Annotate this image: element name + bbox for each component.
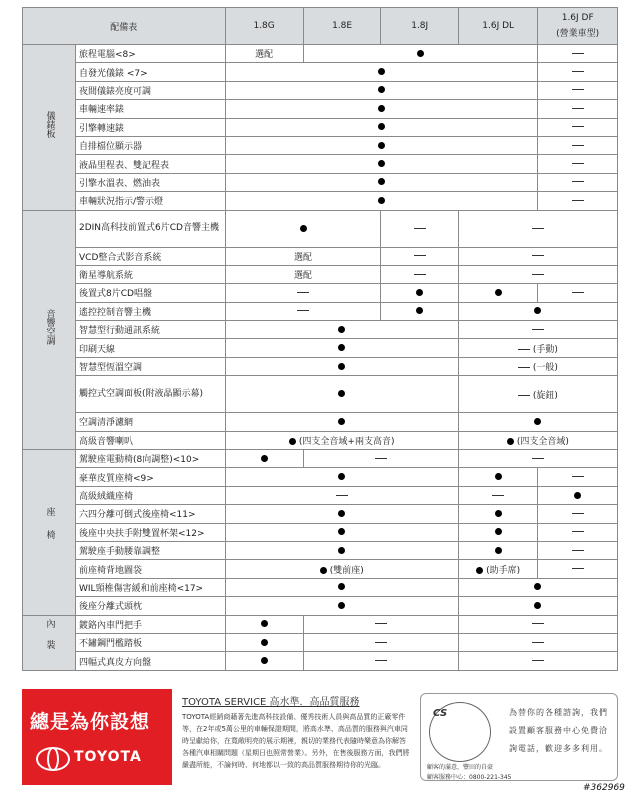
not-available-dash-icon bbox=[572, 53, 584, 54]
not-available-dash-icon bbox=[572, 292, 584, 293]
not-available-dash-icon bbox=[297, 292, 309, 293]
standard-dot-icon bbox=[574, 492, 581, 499]
value-cell bbox=[225, 505, 458, 523]
value-cell bbox=[458, 578, 617, 596]
not-available-dash-icon bbox=[375, 660, 387, 661]
value-cell bbox=[225, 431, 458, 449]
standard-dot-icon bbox=[378, 197, 385, 204]
standard-dot-icon bbox=[338, 363, 345, 370]
table-row bbox=[23, 45, 618, 63]
feature-label: 不鏽鋼門檻踏板 bbox=[76, 633, 226, 651]
value-cell bbox=[538, 100, 618, 118]
feature-label: 空調清淨濾網 bbox=[76, 413, 226, 431]
value-cell bbox=[225, 652, 303, 670]
model-1-8j: 1.8J bbox=[381, 8, 458, 45]
standard-dot-icon bbox=[261, 620, 268, 627]
value-cell bbox=[225, 468, 458, 486]
value-cell bbox=[458, 486, 537, 504]
value-cell bbox=[225, 633, 303, 651]
category-audio-ac: 音響空調 bbox=[23, 210, 76, 450]
value-cell bbox=[225, 357, 458, 375]
value-cell bbox=[538, 45, 618, 63]
value-cell bbox=[225, 560, 458, 578]
feature-label: 夜間儀錶亮度可調 bbox=[76, 81, 226, 99]
not-available-dash-icon bbox=[532, 642, 544, 643]
table-row bbox=[23, 155, 618, 173]
value-cell bbox=[458, 247, 617, 265]
value-cell bbox=[538, 284, 618, 302]
customer-service-box bbox=[420, 693, 618, 781]
feature-label: 智慧型恆溫空調 bbox=[76, 357, 226, 375]
standard-dot-icon bbox=[378, 86, 385, 93]
standard-dot-icon bbox=[495, 289, 502, 296]
service-title: TOYOTA SERVICE 高水準．高品質服務 bbox=[182, 697, 360, 708]
value-cell: 選配 bbox=[225, 45, 303, 63]
feature-label: 引擎水溫表、燃油表 bbox=[76, 173, 226, 191]
model-1-8e: 1.8E bbox=[303, 8, 381, 45]
standard-dot-icon bbox=[320, 567, 327, 574]
value-cell: 選配 bbox=[225, 247, 381, 265]
value-cell bbox=[458, 450, 617, 468]
value-cell bbox=[538, 541, 618, 559]
speaker-note-16: (四支全音域) bbox=[516, 436, 569, 447]
standard-dot-icon bbox=[534, 307, 541, 314]
speaker-note-18: (四支全音域+兩支高音) bbox=[298, 436, 395, 447]
not-available-dash-icon bbox=[572, 550, 584, 551]
value-cell bbox=[225, 81, 538, 99]
table-row bbox=[23, 173, 618, 191]
not-available-dash-icon bbox=[572, 513, 584, 514]
document-code: #362969 bbox=[583, 783, 625, 793]
table-row bbox=[23, 100, 618, 118]
value-cell bbox=[225, 597, 458, 615]
value-cell bbox=[458, 321, 617, 339]
value-cell bbox=[538, 155, 618, 173]
value-cell bbox=[538, 136, 618, 154]
standard-dot-icon bbox=[261, 639, 268, 646]
toyota-emblem-icon bbox=[36, 747, 70, 771]
slogan: 總是為你設想 bbox=[30, 711, 151, 733]
table-row bbox=[23, 468, 618, 486]
value-cell bbox=[225, 210, 381, 247]
feature-label: 2DIN高科技前置式6片CD音響主機 bbox=[76, 210, 226, 247]
value-cell bbox=[225, 173, 538, 191]
value-cell bbox=[458, 505, 537, 523]
service-section bbox=[182, 693, 412, 771]
toyota-logo-box bbox=[22, 689, 172, 785]
standard-dot-icon bbox=[378, 123, 385, 130]
not-available-dash-icon bbox=[414, 274, 426, 275]
not-available-dash-icon bbox=[532, 660, 544, 661]
value-cell bbox=[458, 615, 617, 633]
standard-dot-icon bbox=[261, 455, 268, 462]
not-available-dash-icon bbox=[572, 476, 584, 477]
cs-caption: 顧客的滿意，豐田的自豪 bbox=[427, 764, 494, 771]
not-available-dash-icon bbox=[572, 89, 584, 90]
value-cell bbox=[381, 284, 458, 302]
not-available-dash-icon bbox=[532, 274, 544, 275]
value-cell bbox=[225, 302, 381, 320]
value-cell bbox=[225, 136, 538, 154]
not-available-dash-icon bbox=[532, 228, 544, 229]
value-cell bbox=[225, 155, 538, 173]
map-pocket-note-18: (雙前座) bbox=[329, 565, 364, 576]
standard-dot-icon bbox=[378, 142, 385, 149]
not-available-dash-icon bbox=[572, 71, 584, 72]
value-cell bbox=[225, 450, 303, 468]
table-row bbox=[23, 136, 618, 154]
value-cell bbox=[458, 560, 537, 578]
category-instruments: 儀錶板 bbox=[23, 45, 76, 211]
footer bbox=[22, 689, 618, 785]
table-row bbox=[23, 81, 618, 99]
not-available-dash-icon bbox=[572, 145, 584, 146]
value-cell bbox=[538, 468, 618, 486]
value-cell bbox=[381, 265, 458, 283]
standard-dot-icon bbox=[495, 473, 502, 480]
value-cell bbox=[225, 284, 381, 302]
category-seats: 座椅 bbox=[23, 450, 76, 616]
standard-dot-icon bbox=[378, 178, 385, 185]
ac-general-note: (一般) bbox=[532, 363, 558, 374]
standard-dot-icon bbox=[289, 438, 296, 445]
not-available-dash-icon bbox=[532, 255, 544, 256]
value-cell bbox=[458, 265, 617, 283]
model-1-6j-dl: 1.6J DL bbox=[458, 8, 537, 45]
feature-label: 後座中央扶手附雙置杯架<12> bbox=[76, 523, 226, 541]
value-cell bbox=[538, 486, 618, 504]
standard-dot-icon bbox=[338, 390, 345, 397]
value-cell bbox=[538, 63, 618, 81]
table-row bbox=[23, 560, 618, 578]
value-cell bbox=[458, 357, 617, 375]
standard-dot-icon bbox=[534, 583, 541, 590]
table-row bbox=[23, 431, 618, 449]
value-cell bbox=[538, 505, 618, 523]
standard-dot-icon bbox=[378, 105, 385, 112]
value-cell bbox=[538, 523, 618, 541]
feature-label: 自發光儀錶 <7> bbox=[76, 63, 226, 81]
not-available-dash-icon bbox=[414, 228, 426, 229]
feature-label: 前座椅背地圖袋 bbox=[76, 560, 226, 578]
value-cell bbox=[225, 63, 538, 81]
not-available-dash-icon bbox=[572, 568, 584, 569]
table-row bbox=[23, 321, 618, 339]
feature-label: 車輛狀況指示/警示燈 bbox=[76, 192, 226, 210]
table-row bbox=[23, 633, 618, 651]
table-row bbox=[23, 247, 618, 265]
not-available-dash-icon bbox=[572, 126, 584, 127]
feature-label: 駕駛座手動腰靠調整 bbox=[76, 541, 226, 559]
value-cell bbox=[458, 597, 617, 615]
value-cell bbox=[538, 192, 618, 210]
not-available-dash-icon bbox=[375, 458, 387, 459]
table-row bbox=[23, 339, 618, 357]
table-row bbox=[23, 615, 618, 633]
standard-dot-icon bbox=[378, 160, 385, 167]
value-cell bbox=[381, 302, 458, 320]
table-row bbox=[23, 523, 618, 541]
value-cell bbox=[225, 376, 458, 413]
not-available-dash-icon bbox=[532, 329, 544, 330]
standard-dot-icon bbox=[338, 344, 345, 351]
value-cell bbox=[538, 560, 618, 578]
table-row bbox=[23, 486, 618, 504]
table-row bbox=[23, 505, 618, 523]
table-row bbox=[23, 578, 618, 596]
standard-dot-icon bbox=[261, 657, 268, 664]
standard-dot-icon bbox=[495, 547, 502, 554]
value-cell bbox=[538, 173, 618, 191]
not-available-dash-icon bbox=[297, 310, 309, 311]
not-available-dash-icon bbox=[572, 181, 584, 182]
not-available-dash-icon bbox=[572, 531, 584, 532]
value-cell bbox=[303, 450, 458, 468]
not-available-dash-icon bbox=[518, 395, 530, 396]
feature-label: 液晶里程表、雙記程表 bbox=[76, 155, 226, 173]
cs-phone: 顧客服務中心：0800-221-345 bbox=[427, 774, 512, 781]
standard-dot-icon bbox=[338, 510, 345, 517]
value-cell bbox=[538, 81, 618, 99]
feature-label: 觸控式空調面板(附液晶顯示幕) bbox=[76, 376, 226, 413]
table-row bbox=[23, 652, 618, 670]
value-cell bbox=[225, 118, 538, 136]
value-cell: 選配 bbox=[225, 265, 381, 283]
cs-label: CS bbox=[433, 708, 448, 719]
table-row bbox=[23, 357, 618, 375]
not-available-dash-icon bbox=[375, 642, 387, 643]
value-cell bbox=[381, 210, 458, 247]
not-available-dash-icon bbox=[336, 495, 348, 496]
feature-label: 駕駛座電動椅(8向調整)<10> bbox=[76, 450, 226, 468]
feature-label: 印刷天線 bbox=[76, 339, 226, 357]
category-interior: 內裝 bbox=[23, 615, 76, 670]
brand-name: TOYOTA bbox=[74, 749, 142, 765]
table-row bbox=[23, 118, 618, 136]
standard-dot-icon bbox=[534, 418, 541, 425]
feature-label: 後置式8片CD唱盤 bbox=[76, 284, 226, 302]
table-row bbox=[23, 376, 618, 413]
feature-label: 遙控控制音響主機 bbox=[76, 302, 226, 320]
spec-table bbox=[22, 7, 618, 671]
value-cell bbox=[225, 339, 458, 357]
table-row bbox=[23, 450, 618, 468]
not-available-dash-icon bbox=[518, 349, 530, 350]
value-cell bbox=[458, 210, 617, 247]
value-cell bbox=[458, 413, 617, 431]
table-row bbox=[23, 210, 618, 247]
standard-dot-icon bbox=[534, 602, 541, 609]
value-cell bbox=[458, 302, 617, 320]
value-cell bbox=[225, 321, 458, 339]
value-cell bbox=[458, 376, 617, 413]
value-cell bbox=[225, 615, 303, 633]
feature-label: 豪華皮質座椅<9> bbox=[76, 468, 226, 486]
model-1-6j-df bbox=[538, 8, 618, 45]
model-df-name: 1.6J DF bbox=[561, 13, 594, 23]
ac-rotary-note: (旋鈕) bbox=[532, 390, 558, 401]
header-title: 配備表 bbox=[23, 8, 226, 45]
table-row bbox=[23, 413, 618, 431]
standard-dot-icon bbox=[338, 547, 345, 554]
not-available-dash-icon bbox=[414, 255, 426, 256]
value-cell bbox=[303, 633, 458, 651]
standard-dot-icon bbox=[495, 528, 502, 535]
model-1-8g: 1.8G bbox=[225, 8, 303, 45]
value-cell bbox=[458, 468, 537, 486]
value-cell bbox=[458, 431, 617, 449]
value-cell bbox=[303, 45, 538, 63]
table-row bbox=[23, 302, 618, 320]
feature-label: 衛星導航系統 bbox=[76, 265, 226, 283]
value-cell bbox=[381, 247, 458, 265]
table-row bbox=[23, 192, 618, 210]
value-cell bbox=[303, 615, 458, 633]
value-cell bbox=[458, 541, 537, 559]
standard-dot-icon bbox=[417, 50, 424, 57]
standard-dot-icon bbox=[507, 438, 514, 445]
standard-dot-icon bbox=[416, 289, 423, 296]
table-row bbox=[23, 597, 618, 615]
map-pocket-note-16: (助手席) bbox=[486, 565, 521, 576]
value-cell bbox=[458, 633, 617, 651]
table-row bbox=[23, 284, 618, 302]
header-row bbox=[23, 8, 618, 45]
value-cell bbox=[225, 100, 538, 118]
service-text: TOYOTA經銷商藉著先進高科技設備、優秀技術人員與高品質的正廠零件等，在2年或5萬公里的車輛保證期間，將高水準、高品質的服務與汽車同時呈獻給你，在寬敞明亮的展示期裡，親切的業務代表隨時樂意為你解答各種汽車相關問題（星期日也照常營業）。另外，在售後服務方面，我們將嚴盡所能，不論何時、何地都以一致的高品質服務期待你的光臨。 bbox=[182, 713, 410, 769]
value-cell bbox=[303, 652, 458, 670]
cs-text: 為替你的各種諮詢，我們設置顧客服務中心免費洽詢電話，歡迎多多利用。 bbox=[509, 708, 608, 753]
value-cell bbox=[458, 284, 537, 302]
feature-label: 四幅式真皮方向盤 bbox=[76, 652, 226, 670]
feature-label: 後座分離式頭枕 bbox=[76, 597, 226, 615]
standard-dot-icon bbox=[338, 602, 345, 609]
not-available-dash-icon bbox=[532, 458, 544, 459]
not-available-dash-icon bbox=[518, 367, 530, 368]
standard-dot-icon bbox=[476, 567, 483, 574]
standard-dot-icon bbox=[495, 510, 502, 517]
feature-label: 高級絨織座椅 bbox=[76, 486, 226, 504]
not-available-dash-icon bbox=[532, 623, 544, 624]
value-cell bbox=[458, 339, 617, 357]
feature-label: 車輛速率錶 bbox=[76, 100, 226, 118]
value-cell bbox=[225, 523, 458, 541]
table-row bbox=[23, 541, 618, 559]
not-available-dash-icon bbox=[572, 200, 584, 201]
standard-dot-icon bbox=[300, 225, 307, 232]
not-available-dash-icon bbox=[492, 495, 504, 496]
feature-label: WIL頸椎傷害緩和前座椅<17> bbox=[76, 578, 226, 596]
value-cell bbox=[458, 652, 617, 670]
value-cell bbox=[225, 413, 458, 431]
feature-label: 六四分離可倒式後座椅<11> bbox=[76, 505, 226, 523]
value-cell bbox=[225, 486, 458, 504]
value-cell bbox=[225, 578, 458, 596]
table-row bbox=[23, 63, 618, 81]
standard-dot-icon bbox=[416, 307, 423, 314]
not-available-dash-icon bbox=[572, 108, 584, 109]
feature-label: 鍍鉻內車門把手 bbox=[76, 615, 226, 633]
standard-dot-icon bbox=[338, 528, 345, 535]
feature-label: 高級音響喇叭 bbox=[76, 431, 226, 449]
value-cell bbox=[225, 541, 458, 559]
model-df-note: (營業車型) bbox=[556, 29, 600, 39]
feature-label: 旅程電腦<8> bbox=[76, 45, 226, 63]
table-row bbox=[23, 265, 618, 283]
standard-dot-icon bbox=[338, 326, 345, 333]
standard-dot-icon bbox=[378, 68, 385, 75]
feature-label: 引擎轉速錶 bbox=[76, 118, 226, 136]
feature-label: 智慧型行動通訊系統 bbox=[76, 321, 226, 339]
value-cell bbox=[458, 523, 537, 541]
value-cell bbox=[225, 192, 538, 210]
value-cell bbox=[538, 118, 618, 136]
standard-dot-icon bbox=[338, 473, 345, 480]
not-available-dash-icon bbox=[375, 623, 387, 624]
feature-label: VCD整合式影音系統 bbox=[76, 247, 226, 265]
standard-dot-icon bbox=[338, 418, 345, 425]
standard-dot-icon bbox=[338, 583, 345, 590]
not-available-dash-icon bbox=[572, 163, 584, 164]
feature-label: 自排檔位顯示器 bbox=[76, 136, 226, 154]
ac-manual-note: (手動) bbox=[532, 344, 558, 355]
